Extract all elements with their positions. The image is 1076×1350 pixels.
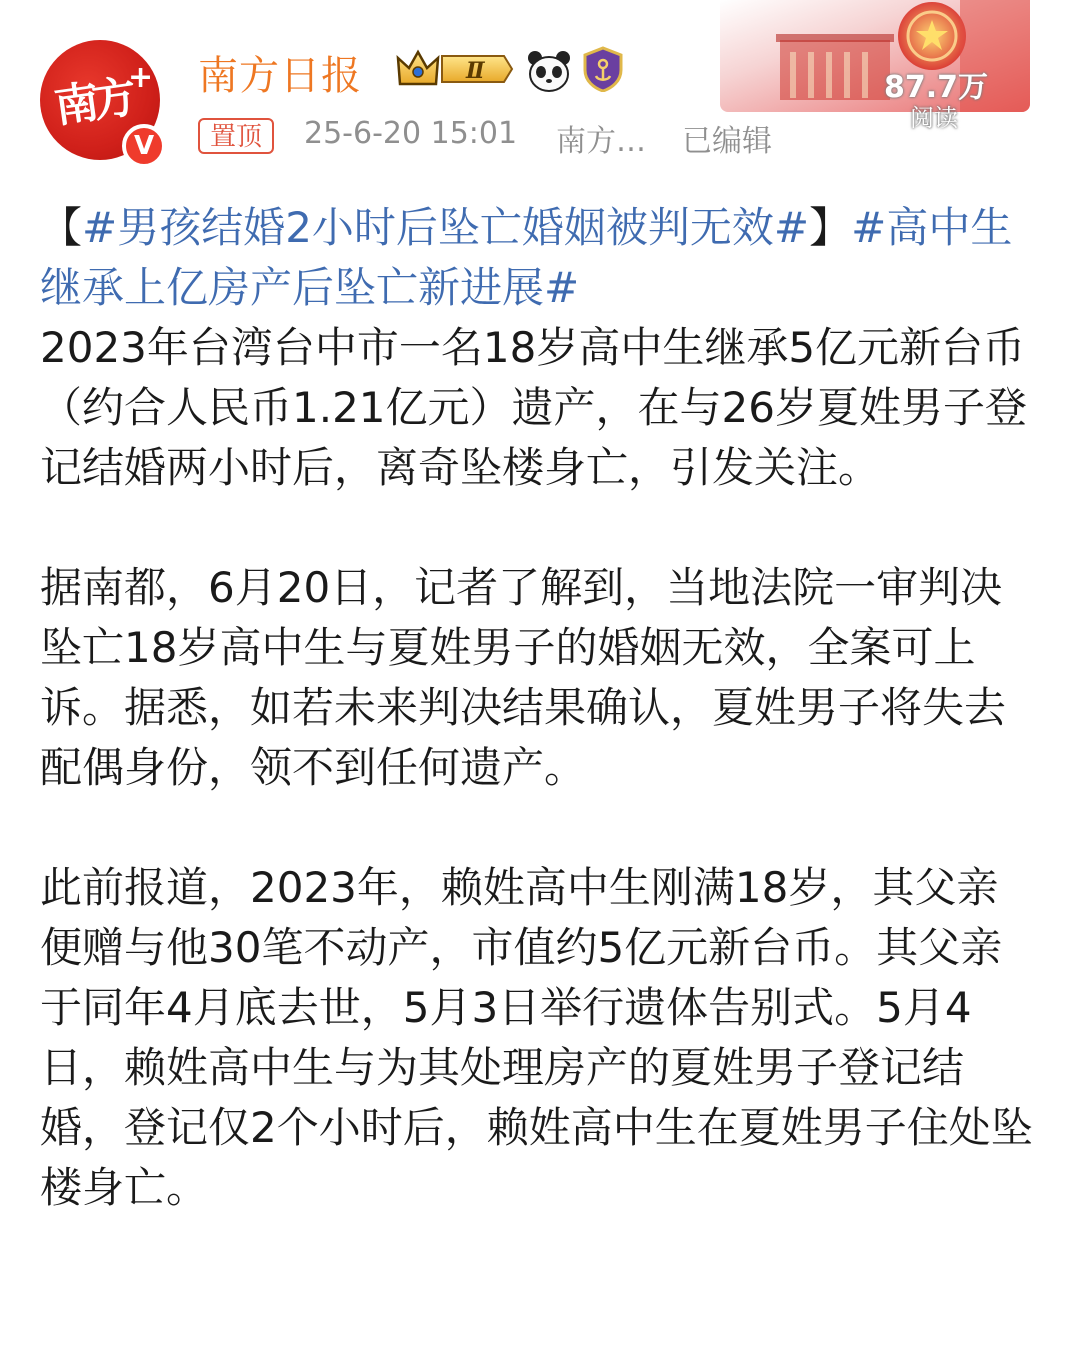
post-timestamp: 25-6-20 15:01 [304, 116, 518, 151]
post-paragraph: 此前报道，2023年，赖姓高中生刚满18岁，其父亲便赠与他30笔不动产，市值约5亿元新台币。其父亲于同年4月底去世，5月3日举行遗体告别式。5月4日，赖姓高中生与为其处理房产的夏姓男子登记结婚，登记仅2个小时后，赖姓高中生在夏姓男子住处坠楼身亡。 [40, 863, 1033, 1212]
verified-icon: V [122, 124, 166, 168]
post-paragraph: 据南都，6月20日，记者了解到，当地法院一审判决坠亡18岁高中生与夏姓男子的婚姻无效，全案可上诉。据悉，如若未来判决结果确认，夏姓男子将失去配偶身份，领不到任何遗产。 [40, 563, 1007, 792]
crown-level-badge-icon[interactable] [396, 48, 514, 90]
edited-label[interactable]: 已编辑 [682, 124, 772, 159]
crown-level-text: Ⅱ [466, 58, 485, 84]
post-paragraph: 2023年台湾台中市一名18岁高中生继承5亿元新台币（约合人民币1.21亿元）遗产，在与26岁夏姓男子登记结婚两小时后，离奇坠楼身亡，引发关注。 [40, 323, 1027, 492]
bracket-open: 【 [40, 203, 83, 252]
read-count: 87.7万 [884, 70, 989, 105]
post-hashtags [40, 198, 1040, 498]
post-content [40, 198, 1040, 1218]
pinned-tag: 置顶 [198, 118, 274, 154]
avatar-logo-text: 南方 [51, 71, 134, 133]
avatar[interactable] [40, 40, 160, 160]
hashtag-link[interactable]: #男孩结婚2小时后坠亡婚姻被判无效# [82, 203, 810, 252]
hashtag-link[interactable]: #高中生继承上亿房产后坠亡新进展# [40, 203, 1013, 312]
post-source[interactable]: 南方… [556, 124, 646, 159]
panda-badge-icon[interactable] [526, 48, 572, 94]
username[interactable]: 南方日报 [198, 53, 362, 99]
bracket-close: 】 [809, 203, 852, 252]
read-label: 阅读 [910, 104, 958, 132]
avatar-plus-mark: + [128, 60, 154, 95]
shield-badge-icon[interactable] [582, 46, 624, 92]
